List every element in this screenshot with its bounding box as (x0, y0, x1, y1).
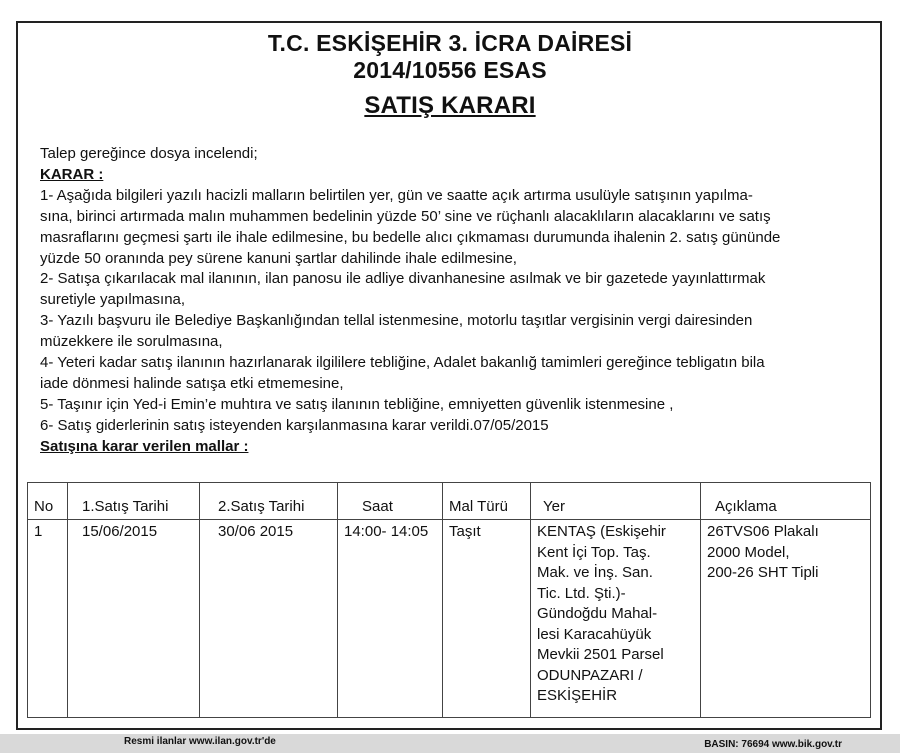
cell-date1: 15/06/2015 (68, 520, 200, 718)
case-number: 2014/10556 ESAS (353, 57, 547, 83)
cell-description: 26TVS06 Plakalı 2000 Model, 200-26 SHT Tipli (701, 520, 871, 718)
col-header-place: Yer (531, 483, 701, 520)
decision-item-4: 4- Yeteri kadar satış ilanının hazırlanarak ilgililere tebliğine, Adalet bakanlığ tamimleri gereğince tebligatın bila iade dönmesi halinde satışa etki etmemesine, (40, 354, 765, 392)
karar-heading: KARAR : (40, 165, 104, 183)
decision-item-5: 5- Taşınır için Yed-i Emin’e muhtıra ve satış ilanının tebliğine, emniyetten güvenlik istenmesine , (40, 395, 674, 413)
court-title: T.C. ESKİŞEHİR 3. İCRA DAİRESİ (267, 30, 633, 56)
cell-type: Taşıt (443, 520, 531, 718)
table-header-row (28, 483, 871, 520)
col-header-time: Saat (338, 483, 443, 520)
col-header-description: Açıklama (701, 483, 871, 520)
document-title: SATIŞ KARARI (364, 92, 536, 119)
col-header-type: Mal Türü (443, 483, 531, 520)
decision-item-2: 2- Satışa çıkarılacak mal ilanının, ilan panosu ile adliye divanhanesine asılmak ve bir gazetede yayınlattırmak suretiyle yapılmasına, (40, 270, 766, 309)
col-header-date2: 2.Satış Tarihi (200, 483, 338, 520)
cell-place: KENTAŞ (Eskişehir Kent İçi Top. Taş. Mak. ve İnş. San. Tic. Ltd. Şti.)- Gündoğdu Mahal- lesi Karacahüyük Mevkii 2501 Parsel ODUNPAZARI / ESKİŞEHİR (531, 520, 701, 718)
footer-bar (0, 734, 900, 753)
footer-left-text: Resmi ilanlar www.ilan.gov.tr'de (124, 736, 276, 747)
decision-item-3: 3- Yazılı başvuru ile Belediye Başkanlığından tellal istenmesine, motorlu taşıtlar vergisinin vergi dairesinden müzekkere ile sorulmasına, (40, 312, 753, 351)
cell-date2: 30/06 2015 (200, 520, 338, 718)
decision-item-6: 6- Satış giderlerinin satış isteyenden karşılanmasına karar verildi.07/05/2015 (40, 416, 549, 434)
goods-table (27, 482, 871, 718)
cell-time: 14:00- 14:05 (338, 520, 443, 718)
cell-no: 1 (28, 520, 68, 718)
table-row (28, 520, 871, 718)
mallar-heading: Satışına karar verilen mallar : (40, 437, 249, 455)
col-header-no: No (28, 483, 68, 520)
col-header-date1: 1.Satış Tarihi (68, 483, 200, 520)
decision-text (40, 144, 870, 458)
decision-item-1: 1- Aşağıda bilgileri yazılı hacizli malların belirtilen yer, gün ve saatte açık artırma usulüyle satışının yapılma- sına, birinci artırmada malın muhammen bedelinin yüzde 50’ sine ve rüçhanlı alacaklıların alacaklarını ve satış masraflarını geçmesi şartı ile ihale edilmesine, bu bedelle alıcı çıkmaması durumunda ihalenin 2. satış gününde yüzde 50 oranında pey sürene kanuni şartlar dahilinde ihale edilmesine, (40, 186, 781, 267)
intro-line: Talep gereğince dosya incelendi; (40, 145, 258, 162)
footer-right-text: BASIN: 76694 www.bik.gov.tr (704, 739, 842, 750)
